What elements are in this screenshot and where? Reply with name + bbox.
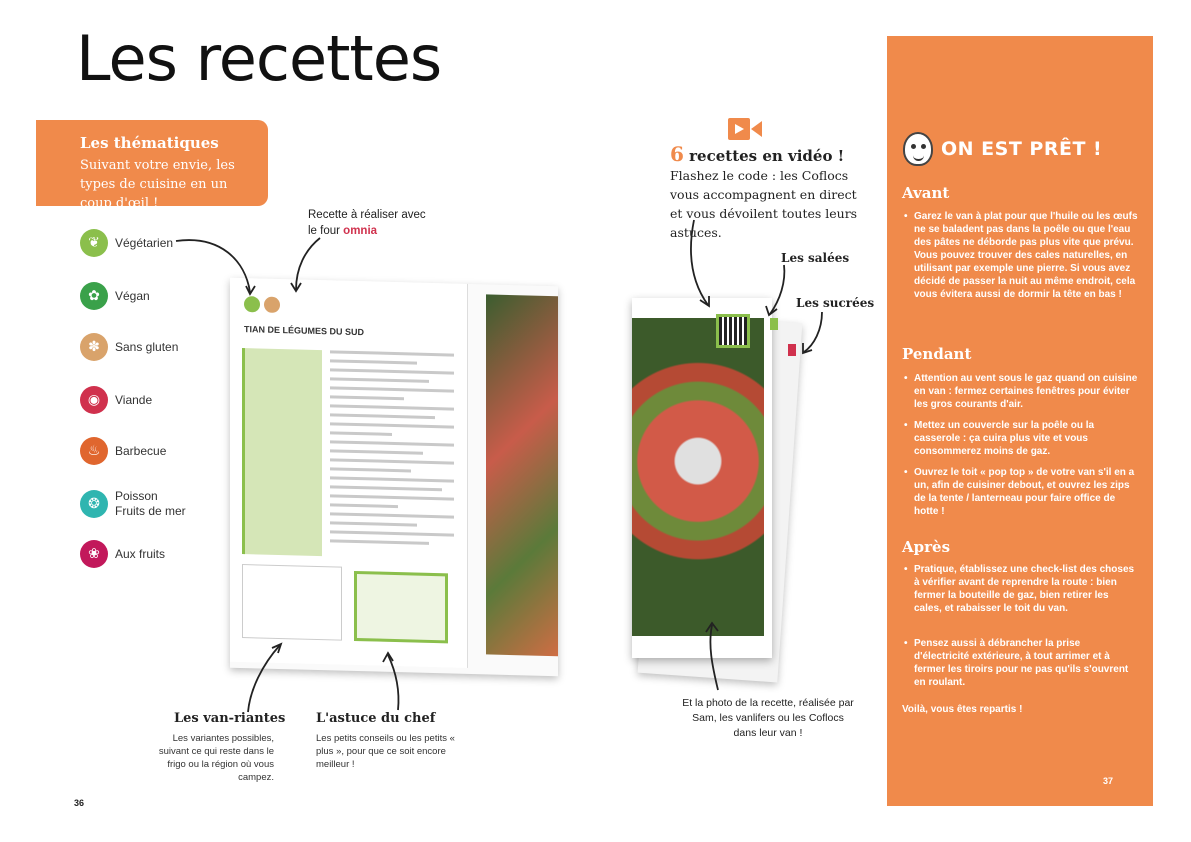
theme-sans-gluten [80,333,178,361]
sprout-icon: ✿ [80,282,108,310]
sucrees-tab [788,344,796,356]
wheat-icon [264,297,280,313]
page-number-left: 36 [74,798,85,808]
astuce-box [354,571,448,643]
salees-tab [770,318,778,330]
themes-box-text: Suivant votre envie, les types de cuisine en un coup d'œil ! [80,158,235,211]
panel-closing: Voilà, vous êtes repartis ! [902,704,1023,715]
astuce-body: Les petits conseils ou les petits « plus », pour que ce soit encore meilleur ! [316,733,455,770]
apres-item: • Pensez aussi à débrancher la prise d'électricité extérieure, à tout arrimer et à fermer les tiroirs pour ne pas qu'ils s'ouvrent en roulant. [902,637,1138,689]
mini-recipe-title: TIAN DE LÉGUMES DU SUD [244,324,365,338]
video-body: Flashez le code : les Coflocs vous accompagnent en direct et vous dévoilent toutes leurs astuces. [670,168,858,240]
panel-heading-text: ON EST PRÊT ! [941,138,1103,160]
apres-title: Après [902,538,951,556]
meat-icon: ◉ [80,386,108,414]
recipe-photo [632,318,764,636]
pendant-item: • Mettez un couvercle sur la poêle ou la casserole : ça cuira plus vite et vous consommerez moins de gaz. [902,419,1138,458]
leaf-icon: ❦ [80,229,108,257]
ingredients-box [242,348,322,556]
video-count: 6 [670,142,684,166]
avant-title: Avant [902,184,950,202]
qr-code-icon [716,314,750,348]
theme-label: Viande [115,392,153,407]
van-riantes-title: Les van-riantes [174,711,286,726]
cherry-icon: ❀ [80,540,108,568]
theme-vegetarien [80,229,173,257]
van-riantes-box [242,564,342,641]
checklist-panel [887,36,1153,806]
sucrees-label: Les sucrées [796,296,875,310]
wheat-icon: ✽ [80,333,108,361]
recipe-page-preview [230,278,558,677]
pendant-item: • Attention au vent sous le gaz quand on cuisine en van : fermez certaines fenêtres pour éviter les gros courants d'air. [902,372,1138,411]
theme-viande [80,386,152,414]
theme-label: Végétarien [115,235,174,250]
video-camera-icon [728,118,762,140]
page-number-right: 37 [1103,776,1114,786]
front-page [632,298,772,658]
grill-icon: ♨ [80,437,108,465]
theme-barbecue [80,437,166,465]
theme-label: Poisson Fruits de mer [115,489,186,518]
salees-label: Les salées [781,251,850,265]
leaf-icon [244,296,260,312]
omnia-brand: omnia [343,225,378,237]
panel-heading [903,132,1102,166]
video-title-text: recettes en vidéo ! [683,147,845,165]
avant-item: • Garez le van à plat pour que l'huile ou les œufs ne se baladent pas dans la poêle ou que l'eau des pâtes ne déborde pas plus vite que prévu. Vous pouvez trouver des cales naturelles, en utilisant par exemple une pierre. Si vous avez décidé de passer la nuit au même endroit, cela vous évitera aussi de dormir la tête en bas ! [902,210,1138,301]
omnia-callout [308,207,426,239]
omnia-callout-line2: le four omnia [308,225,378,237]
apres-item: • Pratique, établissez une check-list des choses à vérifier avant de reprendre la route : bien fermer la bouteille de gaz, bien retirer les cales, et rabaisser le toit du van. [902,563,1138,615]
theme-fruits [80,540,165,568]
fish-icon: ❂ [80,490,108,518]
omnia-callout-line1: Recette à réaliser avec [308,209,426,221]
video-title [670,142,844,166]
pendant-item: • Ouvrez le toit « pop top » de votre van s'il en a un, afin de cuisiner debout, et ouvrez les zips de la tente / lanterneau pour faire office de hotte ! [902,466,1138,518]
themes-box [36,120,268,211]
pendant-title: Pendant [902,345,972,363]
recipe-photo-preview [632,298,782,678]
recipe-page [230,278,468,668]
theme-label: Végan [115,288,150,303]
astuce-title: L'astuce du chef [316,711,436,726]
photo-caption: Et la photo de la recette, réalisée par Sam, les vanlifers ou les Coflocs dans leur van ! [682,697,854,739]
page-title: Les recettes [76,22,442,95]
themes-box-title: Les thématiques [80,134,219,152]
van-riantes-body: Les variantes possibles, suivant ce qui reste dans le frigo ou la région où vous campez. [158,733,274,783]
mascot-icon [903,132,933,166]
recipe-steps [330,350,454,551]
theme-label: Sans gluten [115,339,179,354]
theme-label: Aux fruits [115,546,166,561]
theme-poisson [80,489,186,519]
theme-label: Barbecue [115,443,167,458]
theme-vegan [80,282,150,310]
recipe-photo-left [486,294,558,656]
